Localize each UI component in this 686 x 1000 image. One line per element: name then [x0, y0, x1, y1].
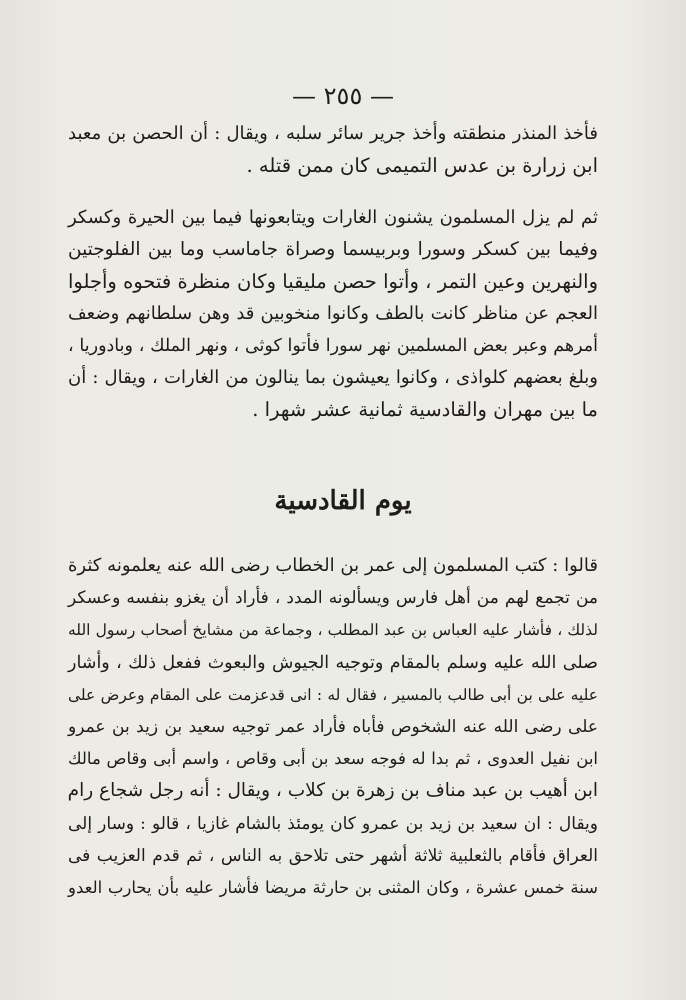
paragraph-2: [68, 202, 598, 426]
text-line: على رضى الله عنه الشخوص فأباه فأراد عمر توجيه سعيد بن زيد بن عمرو: [68, 717, 598, 738]
text-line: ويقال : ان سعيد بن زيد بن عمرو كان يومئذ بالشام غازيا ، قالو : وسار إلى: [68, 813, 598, 834]
text-line: العراق فأقام بالثعلبية ثلاثة أشهر حتى تلاحق به الناس ، ثم قدم العزيب فى: [68, 845, 598, 866]
text-line: سنة خمس عشرة ، وكان المثنى بن حارثة مريضا فأشار عليه بأن يحارب العدو: [68, 878, 598, 898]
section-heading: يوم القادسية: [274, 486, 412, 516]
text-line: ابن أهيب بن عبد مناف بن زهرة بن كلاب ، ويقال : أنه رجل شجاع رام: [67, 780, 598, 802]
text-line: لذلك ، فأشار عليه العباس بن عبد المطلب ، وجماعة من مشايخ أصحاب رسول الله: [68, 621, 598, 640]
text-line: ابن زرارة بن عدس التميمى كان ممن قتله .: [246, 154, 598, 177]
paragraph-1: [68, 118, 598, 182]
text-line: العجم عن مناظر كانت بالطف وكانوا منخوبين قد وهن سلطانهم وضعف: [68, 303, 598, 324]
text-line: ثم لم يزل المسلمون يشنون الغارات ويتابعونها فيما بين الحيرة وكسكر: [68, 207, 598, 228]
text-line: عليه على بن أبى طالب بالمسير ، فقال له : انى قدعزمت على المقام وعرض على: [68, 685, 598, 704]
text-line: فأخذ المنذر منطقته وأخذ جرير سائر سلبه ، ويقال : أن الحصن بن معبد: [68, 123, 598, 144]
text-line: أمرهم وعبر بعض المسلمين نهر سورا فأتوا كوثى ، ونهر الملك ، وبادوريا ،: [68, 336, 598, 356]
text-line: صلى الله عليه وسلم بالمقام وتوجيه الجيوش والبعوث ففعل ذلك ، وأشار: [68, 652, 598, 673]
text-line: والنهرين وعين التمر ، وأتوا حصن مليقيا وكان منظرة فتحوه وأجلوا: [68, 270, 598, 293]
text-line: ابن نفيل العدوى ، ثم بدا له فوجه سعد بن أبى وقاص ، واسم أبى وقاص مالك: [68, 749, 598, 769]
text-line: وبلغ بعضهم كلواذى ، وكانوا يعيشون بما ينالون من الغارات ، ويقال : أن: [68, 367, 598, 388]
text-line: من تجمع لهم من أهل فارس ويسألونه المدد ، فأراد أن يغزو بنفسه وعسكر: [68, 588, 598, 609]
text-line: قالوا : كتب المسلمون إلى عمر بن الخطاب رضى الله عنه يعلمونه كثرة: [68, 555, 598, 576]
paragraph-3: [68, 550, 598, 904]
page-number: — ٢٥٥ —: [292, 82, 394, 110]
text-line: وفيما بين كسكر وسورا وبربيسما وصراة جاماسب وما بين الفلوجتين: [68, 239, 598, 260]
text-line: ما بين مهران والقادسية ثمانية عشر شهرا .: [252, 398, 598, 421]
